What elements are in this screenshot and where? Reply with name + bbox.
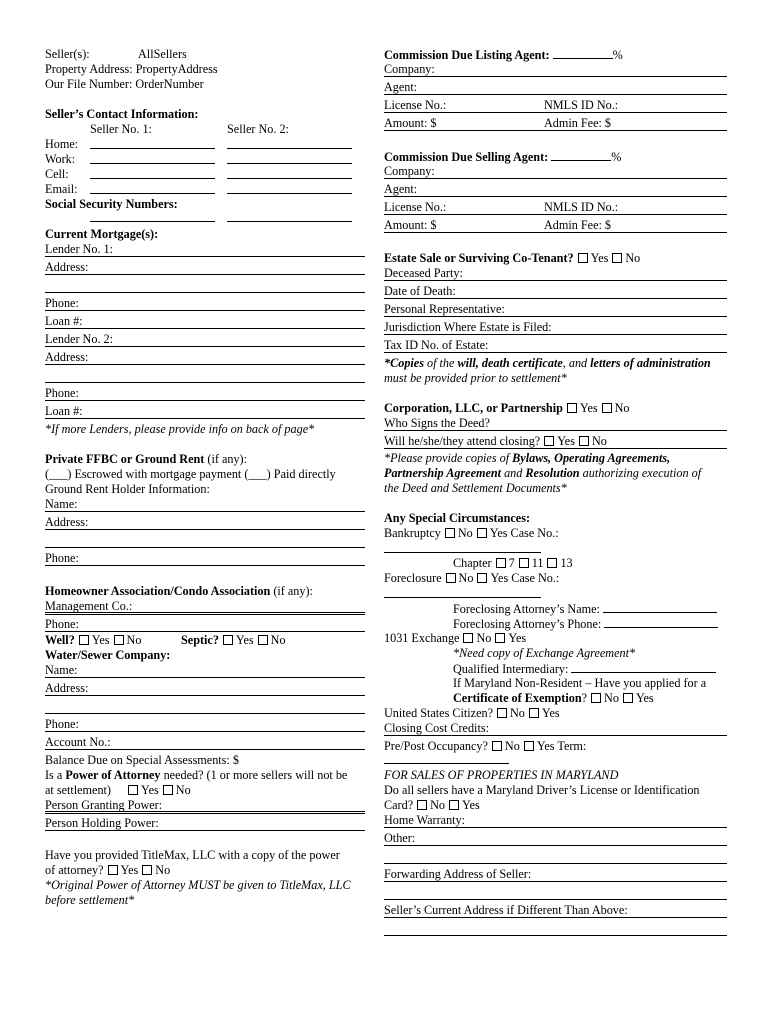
estate-no-checkbox[interactable] [612, 253, 622, 263]
lender1-loan-line[interactable] [45, 328, 365, 329]
lender1-line[interactable] [45, 256, 365, 257]
poa-provided-no-label: No [155, 863, 171, 877]
lender2-loan-label: Loan #: [45, 404, 83, 418]
mortgage-title: Current Mortgage(s): [45, 227, 159, 241]
well-yes-label: Yes [91, 633, 110, 647]
well-yes-checkbox[interactable] [79, 635, 89, 645]
hoa-mgmt-line[interactable] [45, 612, 365, 615]
lender1-phone-line[interactable] [45, 310, 365, 311]
poa-granting-line[interactable] [45, 811, 365, 814]
listing-title: Commission Due Listing Agent: [384, 48, 550, 62]
estate-note-e: letters of administration [590, 356, 711, 370]
occupancy-term-field[interactable] [384, 752, 509, 764]
estate-note-a: *Copies [384, 356, 424, 370]
qi-field[interactable] [571, 661, 716, 673]
us-citizen-label: United States Citizen? [384, 706, 493, 720]
contact-title: Seller’s Contact Information: [45, 107, 199, 121]
cell-seller2-field[interactable] [227, 167, 352, 179]
septic-no-checkbox[interactable] [258, 635, 268, 645]
selling-nmls-label: NMLS ID No.: [544, 200, 619, 214]
forwarding-line[interactable] [384, 881, 727, 882]
personal-rep-line[interactable] [384, 316, 727, 317]
ssn-seller1-field[interactable] [90, 210, 215, 222]
home-warranty-line[interactable] [384, 827, 727, 828]
hoa-phone-line[interactable] [45, 631, 365, 632]
water-address-label: Address: [45, 681, 89, 695]
md-nonresident-label: If Maryland Non-Resident – Have you applied for a [453, 676, 707, 690]
home-seller1-field[interactable] [90, 137, 215, 149]
lender2-loan-line[interactable] [45, 418, 365, 419]
listing-company-label: Company: [384, 62, 435, 76]
estate-yes-checkbox[interactable] [578, 253, 588, 263]
citizen-yes-label: Yes [541, 706, 560, 720]
estate-note-b: of the [423, 356, 458, 370]
lender2-address-line2[interactable] [45, 382, 365, 383]
foreclosing-phone-field[interactable] [604, 616, 718, 628]
current-address-label: Seller’s Current Address if Different Than Above: [384, 903, 628, 917]
lender2-line[interactable] [45, 346, 365, 347]
forwarding-line2[interactable] [384, 899, 727, 900]
poa-note2: before settlement* [45, 893, 135, 907]
poa-q-b: Power of Attorney [65, 768, 161, 782]
ffbc-title: Private FFBC or Ground Rent [45, 452, 205, 466]
selling-agent-line[interactable] [384, 196, 727, 197]
listing-pct-sign: % [612, 48, 623, 62]
cert-no-label: No [604, 691, 619, 705]
closing-credits-label: Closing Cost Credits: [384, 721, 489, 735]
poa-no-label: No [175, 783, 191, 797]
corp-note3: the Deed and Settlement Documents* [384, 481, 567, 495]
chapter7-checkbox[interactable] [496, 558, 506, 568]
estate-yes-label: Yes [590, 251, 609, 265]
corp-yes-checkbox[interactable] [567, 403, 577, 413]
chapter11-label: 11 [531, 556, 544, 570]
corp-note2-b: and [501, 466, 526, 480]
death-date-label: Date of Death: [384, 284, 456, 298]
seller2-header: Seller No. 2: [227, 122, 289, 136]
bankruptcy-case-field[interactable] [384, 541, 541, 553]
foreclosure-yes-case-label: Yes Case No.: [490, 571, 560, 585]
occupancy-yes-term-label: Yes Term: [536, 739, 587, 753]
lender1-address-label: Address: [45, 260, 89, 274]
foreclosure-yes-checkbox[interactable] [477, 573, 487, 583]
cert-yes-label: Yes [635, 691, 654, 705]
lender1-phone-label: Phone: [45, 296, 79, 310]
foreclosing-phone-label: Foreclosing Attorney’s Phone: [453, 617, 602, 631]
seller1-header: Seller No. 1: [90, 122, 152, 136]
listing-company-line[interactable] [384, 76, 727, 77]
water-address-line2[interactable] [45, 713, 365, 714]
ssn-seller2-field[interactable] [227, 210, 352, 222]
email-seller2-field[interactable] [227, 182, 352, 194]
chapter-label: Chapter [453, 556, 492, 570]
bankruptcy-no-checkbox[interactable] [445, 528, 455, 538]
selling-license-line[interactable] [384, 214, 727, 215]
foreclosure-no-checkbox[interactable] [446, 573, 456, 583]
citizen-no-label: No [510, 706, 525, 720]
chapter13-checkbox[interactable] [547, 558, 557, 568]
occupancy-no-checkbox[interactable] [492, 741, 502, 751]
lender1-address-line2[interactable] [45, 292, 365, 293]
deed-signer-label: Who Signs the Deed? [384, 416, 490, 430]
ffbc-title-suffix: (if any): [204, 452, 247, 466]
water-account-line[interactable] [45, 749, 365, 750]
home-label: Home: [45, 137, 79, 151]
listing-pct-field[interactable] [553, 47, 613, 59]
estate-title: Estate Sale or Surviving Co-Tenant? [384, 251, 574, 265]
estate-no-label: No [625, 251, 641, 265]
attend-yes-label: Yes [557, 434, 575, 448]
lender1-loan-label: Loan #: [45, 314, 83, 328]
well-no-label: No [126, 633, 142, 647]
foreclosure-no-label: No [458, 571, 474, 585]
cert-no-checkbox[interactable] [591, 693, 601, 703]
selling-pct-field[interactable] [551, 149, 611, 161]
occupancy-no-label: No [504, 739, 520, 753]
listing-agent-label: Agent: [384, 80, 418, 94]
md-license-q1: Do all sellers have a Maryland Driver’s License or Identification [384, 783, 700, 797]
qi-label: Qualified Intermediary: [453, 662, 569, 676]
citizen-no-checkbox[interactable] [497, 708, 507, 718]
lender2-phone-line[interactable] [45, 400, 365, 401]
bankruptcy-yes-checkbox[interactable] [477, 528, 487, 538]
other-line2[interactable] [384, 863, 727, 864]
chapter13-label: 13 [560, 556, 573, 570]
attend-no-checkbox[interactable] [579, 436, 589, 446]
md-license-yes-label: Yes [462, 798, 480, 812]
md-license-yes-checkbox[interactable] [449, 800, 459, 810]
septic-no-label: No [270, 633, 286, 647]
other-line[interactable] [384, 845, 727, 846]
listing-admin-label: Admin Fee: $ [544, 116, 612, 130]
lender2-label: Lender No. 2: [45, 332, 114, 346]
hoa-phone-label: Phone: [45, 617, 79, 631]
cert-exemption-label: Certificate of Exemption [453, 691, 582, 705]
closing-credits-line[interactable] [384, 735, 727, 736]
ffbc-address-line[interactable] [45, 529, 365, 530]
lenders-note: *If more Lenders, please provide info on back of page* [45, 422, 315, 436]
water-account-label: Account No.: [45, 735, 111, 749]
foreclosure-case-field[interactable] [384, 586, 541, 598]
ffbc-escrow-options[interactable]: (___) Escrowed with mortgage payment (___) Paid directly [45, 467, 336, 481]
other-label: Other: [384, 831, 416, 845]
poa-yes-checkbox[interactable] [128, 785, 138, 795]
estate-taxid-label: Tax ID No. of Estate: [384, 338, 489, 352]
attend-yes-checkbox[interactable] [544, 436, 554, 446]
work-label: Work: [45, 152, 76, 166]
home-warranty-label: Home Warranty: [384, 813, 466, 827]
water-address-line[interactable] [45, 695, 365, 696]
water-name-label: Name: [45, 663, 78, 677]
listing-license-line[interactable] [384, 112, 727, 113]
corp-yes-label: Yes [579, 401, 598, 415]
deed-signer-line[interactable] [384, 430, 727, 431]
selling-title: Commission Due Selling Agent: [384, 150, 549, 164]
ground-rent-holder: Ground Rent Holder Information: [45, 482, 210, 496]
listing-nmls-label: NMLS ID No.: [544, 98, 619, 112]
water-sewer-title: Water/Sewer Company: [45, 648, 171, 662]
personal-rep-label: Personal Representative: [384, 302, 505, 316]
chapter7-label: 7 [508, 556, 515, 570]
lender2-address-label: Address: [45, 350, 89, 364]
occupancy-label: Pre/Post Occupancy? [384, 739, 488, 753]
attend-closing-label: Will he/she/they attend closing? [384, 434, 541, 448]
poa-settlement-label: at settlement) [45, 783, 111, 797]
well-label: Well? [45, 633, 75, 647]
corp-no-checkbox[interactable] [602, 403, 612, 413]
selling-pct-sign: % [611, 150, 622, 164]
exchange-no-label: No [476, 631, 492, 645]
poa-holding-label: Person Holding Power: [45, 816, 159, 830]
work-seller2-field[interactable] [227, 152, 352, 164]
selling-amount-line[interactable] [384, 232, 727, 233]
cell-label: Cell: [45, 167, 69, 181]
death-date-line[interactable] [384, 298, 727, 299]
lender1-address-line[interactable] [45, 274, 365, 275]
ffbc-name-label: Name: [45, 497, 78, 511]
water-phone-line[interactable] [45, 731, 365, 732]
selling-license-label: License No.: [384, 200, 447, 214]
septic-yes-checkbox[interactable] [223, 635, 233, 645]
listing-amount-line[interactable] [384, 130, 727, 131]
poa-q-a: Is a [45, 768, 66, 782]
poa-no-checkbox[interactable] [163, 785, 173, 795]
cert-yes-checkbox[interactable] [623, 693, 633, 703]
home-seller2-field[interactable] [227, 137, 352, 149]
selling-company-label: Company: [384, 164, 435, 178]
poa-note1: *Original Power of Attorney MUST be given to TitleMax, LLC [45, 878, 351, 892]
poa-provided-yes-checkbox[interactable] [108, 865, 118, 875]
md-license-q2: Card? [384, 798, 414, 812]
forwarding-label: Forwarding Address of Seller: [384, 867, 532, 881]
corp-note2-a: Partnership Agreement [384, 466, 502, 480]
deceased-label: Deceased Party: [384, 266, 463, 280]
water-phone-label: Phone: [45, 717, 79, 731]
poa-provided-no-checkbox[interactable] [142, 865, 152, 875]
corp-title: Corporation, LLC, or Partnership [384, 401, 563, 415]
email-seller1-field[interactable] [90, 182, 215, 194]
exchange-yes-checkbox[interactable] [495, 633, 505, 643]
exchange-note: *Need copy of Exchange Agreement* [453, 646, 636, 660]
bankruptcy-yes-case-label: Yes Case No.: [489, 526, 559, 540]
lender2-address-line[interactable] [45, 364, 365, 365]
poa-holding-line[interactable] [45, 830, 365, 831]
ffbc-address-label: Address: [45, 515, 89, 529]
estate-note-d: , and [562, 356, 591, 370]
property-address: Property Address: PropertyAddress [45, 62, 218, 76]
special-title: Any Special Circumstances: [384, 511, 531, 525]
septic-label: Septic? [181, 633, 219, 647]
corp-note2-c: Resolution [525, 466, 580, 480]
selling-company-line[interactable] [384, 178, 727, 179]
exchange-label: 1031 Exchange [384, 631, 460, 645]
attend-line [384, 448, 727, 449]
hoa-title: Homeowner Association/Condo Association [45, 584, 271, 598]
lender2-phone-label: Phone: [45, 386, 79, 400]
bankruptcy-no-label: No [457, 526, 473, 540]
listing-amount-label: Amount: $ [384, 116, 437, 130]
selling-amount-label: Amount: $ [384, 218, 437, 232]
corp-note1-a: *Please provide copies of [384, 451, 513, 465]
ssn-label: Social Security Numbers: [45, 197, 178, 211]
current-address-line2[interactable] [384, 935, 727, 936]
selling-admin-label: Admin Fee: $ [544, 218, 612, 232]
current-address-line[interactable] [384, 917, 727, 918]
listing-agent-line[interactable] [384, 94, 727, 95]
listing-license-label: License No.: [384, 98, 447, 112]
jurisdiction-line[interactable] [384, 334, 727, 335]
corp-no-label: No [614, 401, 630, 415]
md-sales-heading: FOR SALES OF PROPERTIES IN MARYLAND [384, 768, 619, 782]
email-label: Email: [45, 182, 78, 196]
foreclosing-attorney-label: Foreclosing Attorney’s Name: [453, 602, 600, 616]
hoa-title-suffix: (if any): [270, 584, 313, 598]
poa-provided-yes-label: Yes [120, 863, 139, 877]
estate-note2: must be provided prior to settlement* [384, 371, 567, 385]
water-name-line[interactable] [45, 677, 365, 678]
citizen-yes-checkbox[interactable] [529, 708, 539, 718]
work-seller1-field[interactable] [90, 152, 215, 164]
attend-no-label: No [591, 434, 607, 448]
md-license-no-checkbox[interactable] [417, 800, 427, 810]
file-number: Our File Number: OrderNumber [45, 77, 204, 91]
lender1-label: Lender No. 1: [45, 242, 114, 256]
poa-granting-label: Person Granting Power: [45, 798, 163, 812]
jurisdiction-label: Jurisdiction Where Estate is Filed: [384, 320, 552, 334]
poa-q-c: needed? (1 or more sellers will not be [160, 768, 348, 782]
corp-note1-b: Bylaws, Operating Agreements, [512, 451, 671, 465]
ffbc-address-line2[interactable] [45, 547, 365, 548]
corp-note2-d: authorizing execution of [579, 466, 702, 480]
exchange-yes-label: Yes [508, 631, 527, 645]
poa-provided-q2: of attorney? [45, 863, 104, 877]
foreclosure-label: Foreclosure [384, 571, 442, 585]
cell-seller1-field[interactable] [90, 167, 215, 179]
sellers-value: AllSellers [138, 47, 187, 61]
poa-yes-label: Yes [141, 783, 159, 797]
hoa-mgmt-label: Management Co.: [45, 599, 133, 613]
special-assessments-label: Balance Due on Special Assessments: $ [45, 753, 239, 767]
ffbc-phone-line[interactable] [45, 565, 365, 566]
estate-note-c: will, death certificate [457, 356, 563, 370]
selling-agent-label: Agent: [384, 182, 418, 196]
chapter11-checkbox[interactable] [519, 558, 529, 568]
occupancy-yes-checkbox[interactable] [524, 741, 534, 751]
ffbc-name-line[interactable] [45, 511, 365, 512]
ffbc-phone-label: Phone: [45, 551, 79, 565]
sellers-label: Seller(s): [45, 47, 90, 61]
poa-provided-q1: Have you provided TitleMax, LLC with a copy of the power [45, 848, 340, 862]
foreclosing-attorney-field[interactable] [603, 601, 717, 613]
estate-taxid-line[interactable] [384, 352, 727, 353]
md-license-no-label: No [430, 798, 446, 812]
deceased-line[interactable] [384, 280, 727, 281]
well-no-checkbox[interactable] [114, 635, 124, 645]
bankruptcy-label: Bankruptcy [384, 526, 441, 540]
septic-yes-label: Yes [235, 633, 254, 647]
exchange-no-checkbox[interactable] [463, 633, 473, 643]
